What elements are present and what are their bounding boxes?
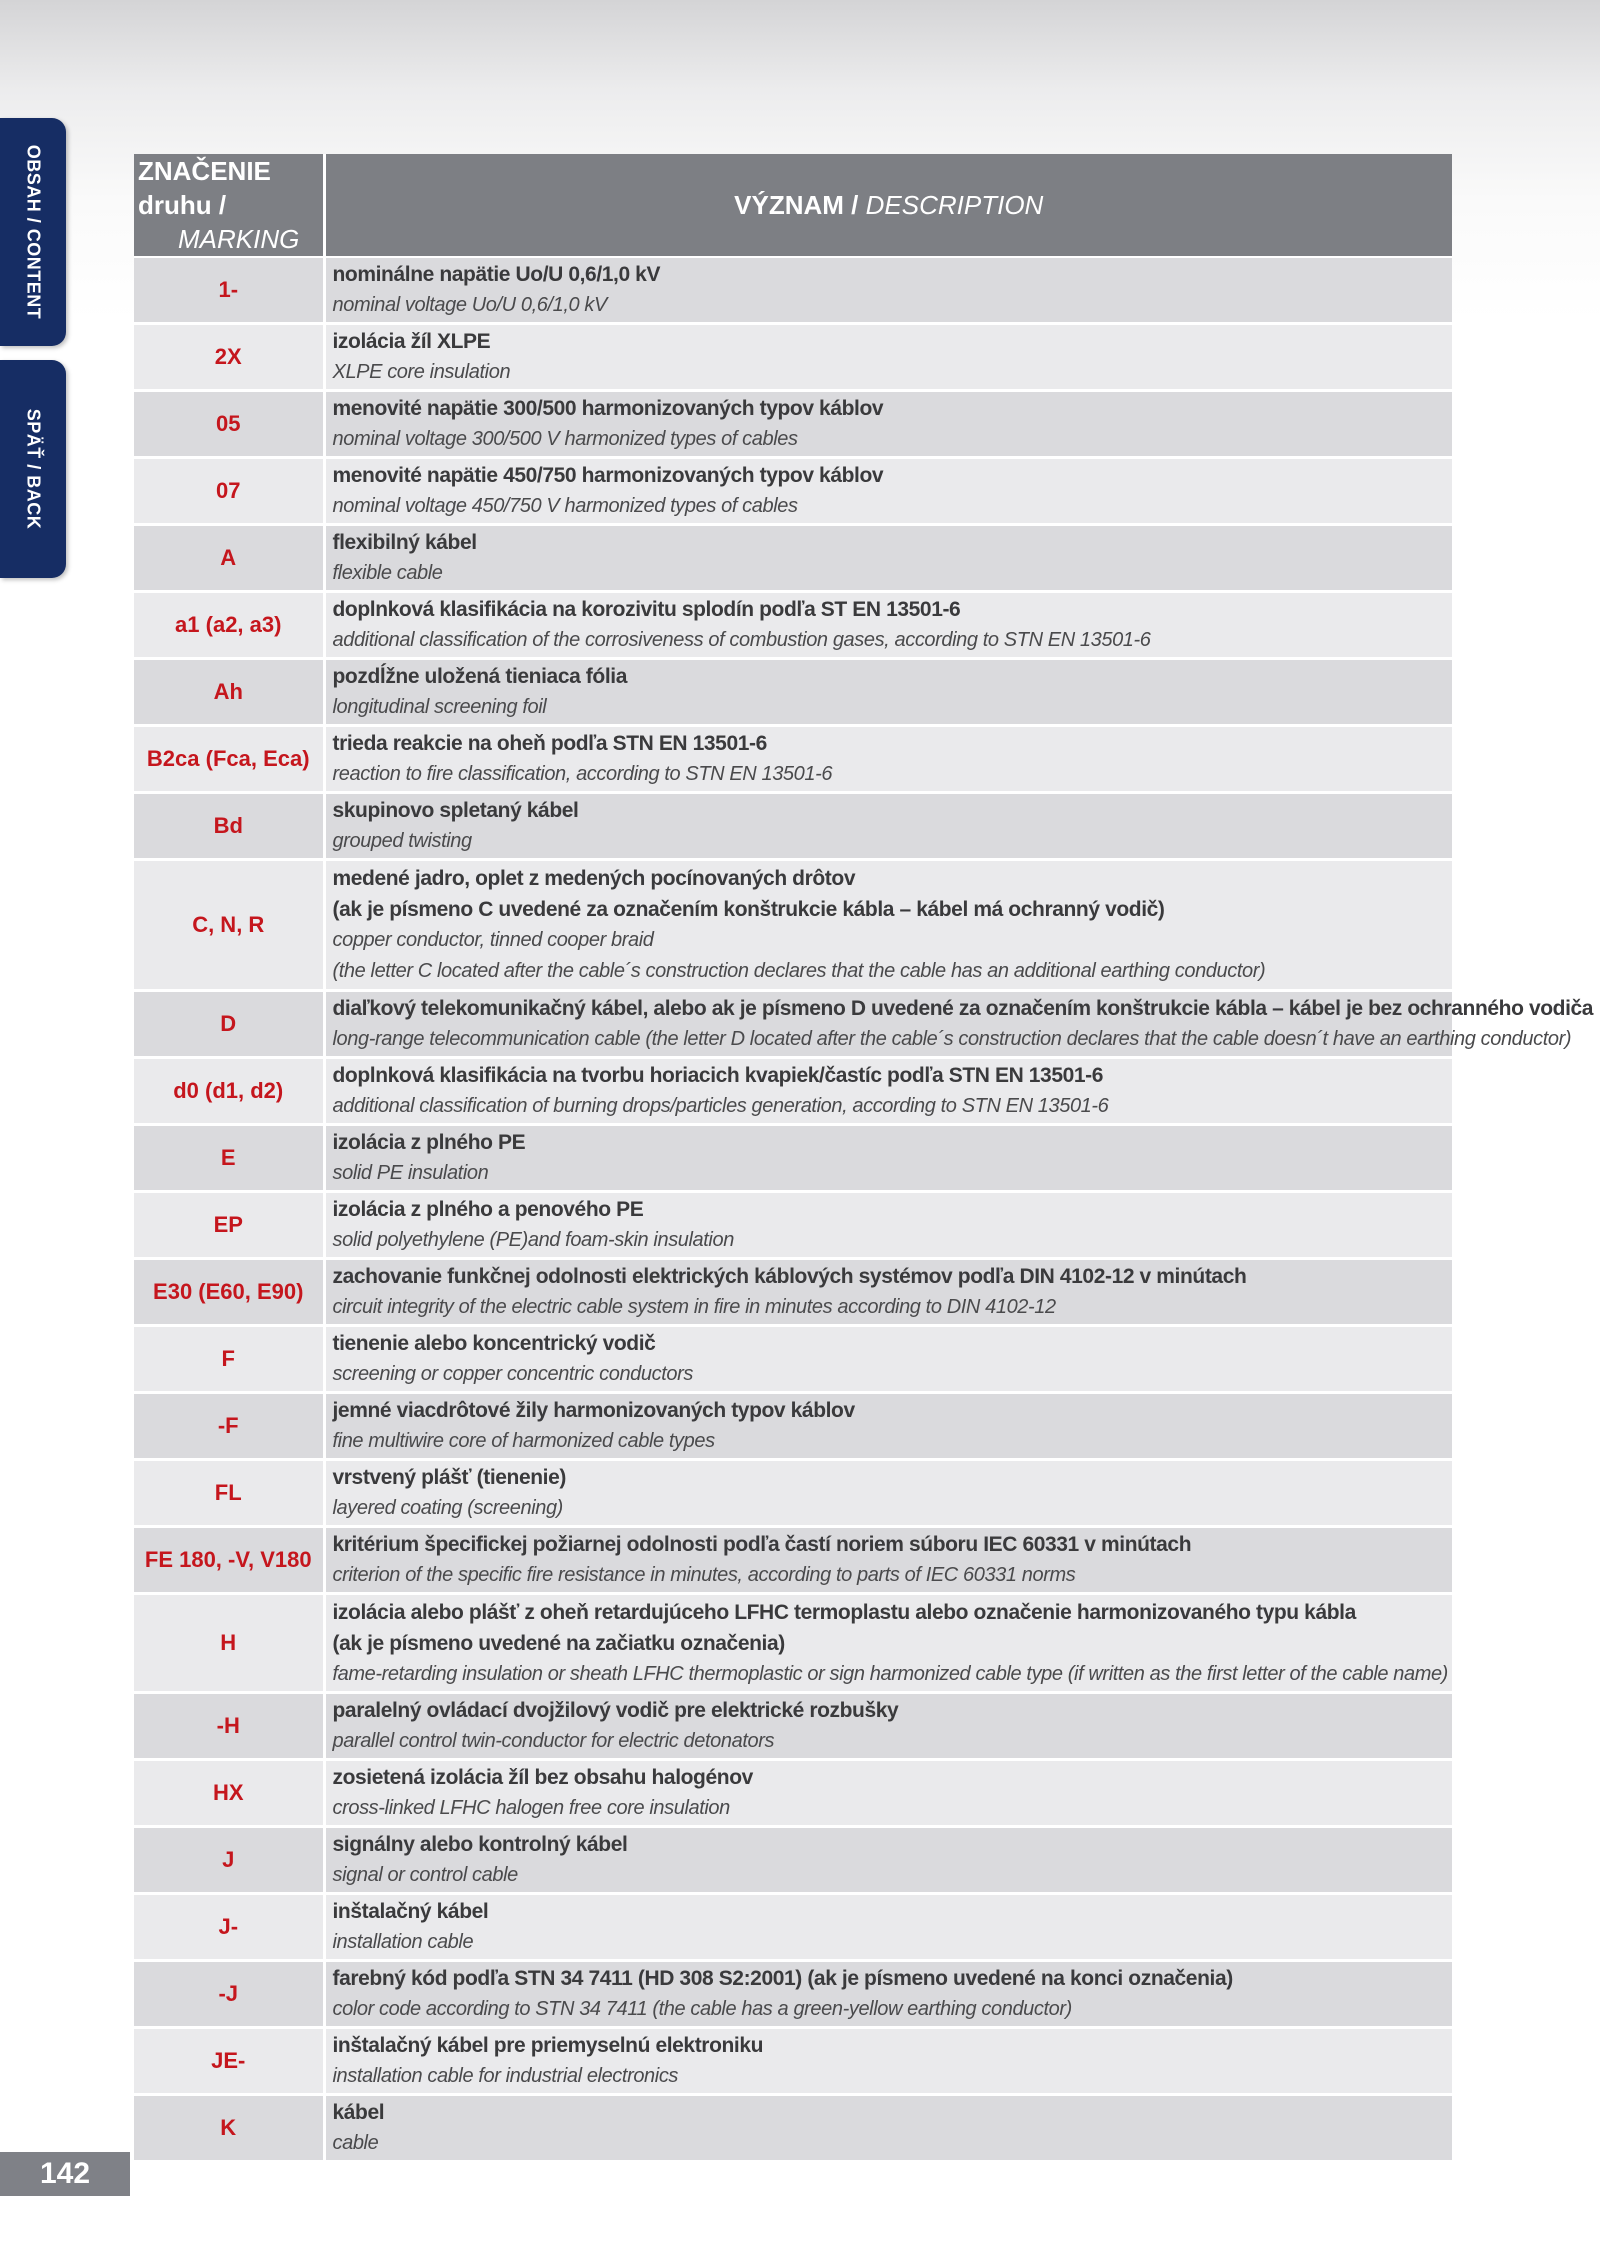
description-en: cable	[332, 2132, 379, 2154]
marking-code: Ah	[134, 659, 324, 726]
description-sk: medené jadro, oplet z medených pocínovaných drôtov	[332, 867, 856, 890]
marking-table	[134, 154, 1594, 2163]
description-sk-extra: (ak je písmeno C uvedené za označením konštrukcie kábla – kábel má ochranný vodič)	[332, 898, 1165, 921]
marking-description	[324, 257, 1452, 324]
description-sk: doplnková klasifikácia na tvorbu horiacich kvapiek/častíc podľa STN EN 13501-6	[332, 1064, 1104, 1087]
marking-description	[324, 1460, 1452, 1527]
marking-code: 1-	[134, 257, 324, 324]
table-row	[134, 1326, 1452, 1393]
description-header-en: DESCRIPTION	[865, 189, 1044, 220]
marking-code: a1 (a2, a3)	[134, 592, 324, 659]
table-row	[134, 257, 1452, 324]
marking-description	[324, 793, 1452, 860]
marking-description	[324, 1058, 1452, 1125]
marking-description	[324, 1527, 1452, 1594]
table-row	[134, 1760, 1452, 1827]
marking-description	[324, 592, 1452, 659]
marking-description	[324, 1259, 1452, 1326]
description-en: longitudinal screening foil	[332, 696, 547, 718]
marking-description	[324, 2095, 1452, 2162]
description-sk: zachovanie funkčnej odolnosti elektrických káblových systémov podľa DIN 4102-12 v minútach	[332, 1265, 1247, 1288]
marking-code: FE 180, -V, V180	[134, 1527, 324, 1594]
description-en: signal or control cable	[332, 1864, 518, 1886]
marking-description	[324, 991, 1594, 1058]
table-row	[134, 1961, 1452, 2028]
description-en: nominal voltage Uo/U 0,6/1,0 kV	[332, 294, 607, 316]
description-sk: pozdĺžne uložená tieniaca fólia	[332, 665, 627, 688]
marking-description	[324, 860, 1452, 991]
contents-tab-label: OBSAH / CONTENT	[23, 144, 44, 320]
description-header-sk: VÝZNAM /	[734, 189, 859, 220]
marking-code: 2X	[134, 324, 324, 391]
marking-column-header	[134, 154, 324, 257]
description-en: criterion of the specific fire resistance in minutes, according to parts of IEC 60331 norms	[332, 1564, 1076, 1586]
marking-code: E	[134, 1125, 324, 1192]
description-sk: doplnková klasifikácia na korozivitu splodín podľa ST EN 13501-6	[332, 598, 961, 621]
marking-description	[324, 1594, 1452, 1693]
table-row	[134, 2028, 1452, 2095]
table-row	[134, 793, 1452, 860]
marking-code: K	[134, 2095, 324, 2162]
marking-description	[324, 1827, 1452, 1894]
marking-code: B2ca (Fca, Eca)	[134, 726, 324, 793]
description-sk-extra: (ak je písmeno uvedené na začiatku označenia)	[332, 1631, 785, 1655]
description-en: solid PE insulation	[332, 1162, 489, 1184]
marking-description	[324, 659, 1452, 726]
marking-description	[324, 1894, 1452, 1961]
marking-header-sk: ZNAČENIE druhu /	[138, 156, 271, 220]
description-sk: kábel	[332, 2101, 385, 2124]
description-en: XLPE core insulation	[332, 361, 511, 383]
description-sk: menovité napätie 300/500 harmonizovaných typov káblov	[332, 397, 884, 420]
description-sk: inštalačný kábel	[332, 1900, 489, 1923]
marking-description	[324, 1961, 1452, 2028]
back-tab-label: SPÄŤ / BACK	[23, 408, 44, 530]
description-sk: inštalačný kábel pre priemyselnú elektroniku	[332, 2034, 764, 2057]
marking-description	[324, 1125, 1452, 1192]
marking-code: -J	[134, 1961, 324, 2028]
description-en: color code according to STN 34 7411 (the cable has a green-yellow earthing conductor)	[332, 1998, 1072, 2020]
description-en: additional classification of burning drops/particles generation, according to STN EN 13501-6	[332, 1095, 1109, 1117]
description-en: parallel control twin-conductor for electric detonators	[332, 1730, 775, 1752]
description-en: additional classification of the corrosiveness of combustion gases, according to STN EN 13501-6	[332, 629, 1151, 651]
table-row	[134, 1192, 1452, 1259]
description-sk: farebný kód podľa STN 34 7411 (HD 308 S2:2001) (ak je písmeno uvedené na konci označenia)	[332, 1967, 1233, 1990]
description-sk: izolácia alebo plášť z oheň retardujúceho LFHC termoplastu alebo označenie harmonizovaného typu kábla	[332, 1600, 1356, 1624]
marking-code: d0 (d1, d2)	[134, 1058, 324, 1125]
table-row	[134, 1393, 1452, 1460]
table-row	[134, 2095, 1452, 2162]
table-row	[134, 1125, 1452, 1192]
description-column-header	[324, 154, 1452, 257]
description-en: installation cable	[332, 1931, 474, 1953]
marking-code: J	[134, 1827, 324, 1894]
description-en: screening or copper concentric conductors	[332, 1363, 693, 1385]
marking-header-en: MARKING	[178, 224, 300, 254]
marking-description	[324, 726, 1452, 793]
marking-code: F	[134, 1326, 324, 1393]
marking-code: -H	[134, 1693, 324, 1760]
table-row	[134, 592, 1452, 659]
description-en: grouped twisting	[332, 830, 472, 852]
marking-code: D	[134, 991, 324, 1058]
description-sk: jemné viacdrôtové žily harmonizovaných typov káblov	[332, 1399, 855, 1422]
table-row	[134, 525, 1452, 592]
description-en: nominal voltage 450/750 V harmonized types of cables	[332, 495, 798, 517]
back-tab[interactable]	[0, 360, 66, 578]
table-row	[134, 1693, 1452, 1760]
description-en: nominal voltage 300/500 V harmonized types of cables	[332, 428, 798, 450]
table-row	[134, 1527, 1452, 1594]
marking-code: 05	[134, 391, 324, 458]
marking-code: E30 (E60, E90)	[134, 1259, 324, 1326]
description-sk: kritérium špecifickej požiarnej odolnosti podľa častí noriem súboru IEC 60331 v minútach	[332, 1533, 1192, 1556]
description-sk: izolácia z plného PE	[332, 1131, 526, 1154]
description-en-extra: (the letter C located after the cable´s construction declares that the cable has an additional earthing conductor)	[332, 960, 1266, 982]
description-sk: paralelný ovládací dvojžilový vodič pre elektrické rozbušky	[332, 1699, 899, 1722]
table-row	[134, 1058, 1452, 1125]
marking-description	[324, 324, 1452, 391]
marking-description	[324, 391, 1452, 458]
table-row	[134, 1827, 1452, 1894]
description-sk: menovité napätie 450/750 harmonizovaných typov káblov	[332, 464, 884, 487]
table-row	[134, 1894, 1452, 1961]
table-row	[134, 991, 1452, 1058]
description-sk: nominálne napätie Uo/U 0,6/1,0 kV	[332, 263, 661, 286]
description-sk: flexibilný kábel	[332, 531, 477, 554]
marking-code: FL	[134, 1460, 324, 1527]
description-en: installation cable for industrial electronics	[332, 2065, 679, 2087]
marking-code: HX	[134, 1760, 324, 1827]
marking-description	[324, 1693, 1452, 1760]
marking-code: JE-	[134, 2028, 324, 2095]
description-en: copper conductor, tinned cooper braid	[332, 929, 654, 951]
table-row	[134, 726, 1452, 793]
marking-code: EP	[134, 1192, 324, 1259]
table-row	[134, 324, 1452, 391]
table-row	[134, 458, 1452, 525]
description-sk: skupinovo spletaný kábel	[332, 799, 579, 822]
description-sk: trieda reakcie na oheň podľa STN EN 13501-6	[332, 732, 767, 755]
description-en: reaction to fire classification, according to STN EN 13501-6	[332, 763, 833, 785]
marking-code: H	[134, 1594, 324, 1693]
description-sk: zosietená izolácia žíl bez obsahu halogénov	[332, 1766, 753, 1789]
table-header	[134, 154, 1452, 257]
marking-code: Bd	[134, 793, 324, 860]
description-sk: tienenie alebo koncentrický vodič	[332, 1332, 656, 1355]
table-row	[134, 1594, 1452, 1693]
marking-description	[324, 525, 1452, 592]
contents-tab[interactable]	[0, 118, 66, 346]
table-row	[134, 391, 1452, 458]
marking-code: -F	[134, 1393, 324, 1460]
marking-description	[324, 1192, 1452, 1259]
marking-description	[324, 2028, 1452, 2095]
description-sk: izolácia žíl XLPE	[332, 330, 491, 353]
description-en: circuit integrity of the electric cable system in fire in minutes according to DIN 4102-12	[332, 1296, 1056, 1318]
description-en: fine multiwire core of harmonized cable types	[332, 1430, 715, 1452]
description-sk: signálny alebo kontrolný kábel	[332, 1833, 628, 1856]
marking-description	[324, 1760, 1452, 1827]
page-number: 142	[0, 2152, 130, 2196]
table-row	[134, 1259, 1452, 1326]
marking-code: J-	[134, 1894, 324, 1961]
description-en: long-range telecommunication cable (the letter D located after the cable´s construction declares that the cable doesn´t have an earthing conductor)	[332, 1028, 1572, 1050]
description-en: flexible cable	[332, 562, 443, 584]
marking-code: A	[134, 525, 324, 592]
description-en: fame-retarding insulation or sheath LFHC thermoplastic or sign harmonized cable type (if written as the first letter of the cable name)	[332, 1662, 1448, 1685]
marking-description	[324, 458, 1452, 525]
description-sk: izolácia z plného a penového PE	[332, 1198, 644, 1221]
description-sk: vrstvený plášť (tienenie)	[332, 1466, 566, 1489]
table-row	[134, 659, 1452, 726]
description-en: layered coating (screening)	[332, 1497, 563, 1519]
marking-description	[324, 1326, 1452, 1393]
description-en: cross-linked LFHC halogen free core insulation	[332, 1797, 730, 1819]
description-en: solid polyethylene (PE)and foam-skin insulation	[332, 1229, 734, 1251]
description-sk: diaľkový telekomunikačný kábel, alebo ak je písmeno D uvedené za označením konštrukcie kábla – kábel je bez ochranného vodiča	[332, 997, 1594, 1020]
marking-code: 07	[134, 458, 324, 525]
table-row	[134, 860, 1452, 991]
table-row	[134, 1460, 1452, 1527]
marking-description	[324, 1393, 1452, 1460]
marking-code: C, N, R	[134, 860, 324, 991]
